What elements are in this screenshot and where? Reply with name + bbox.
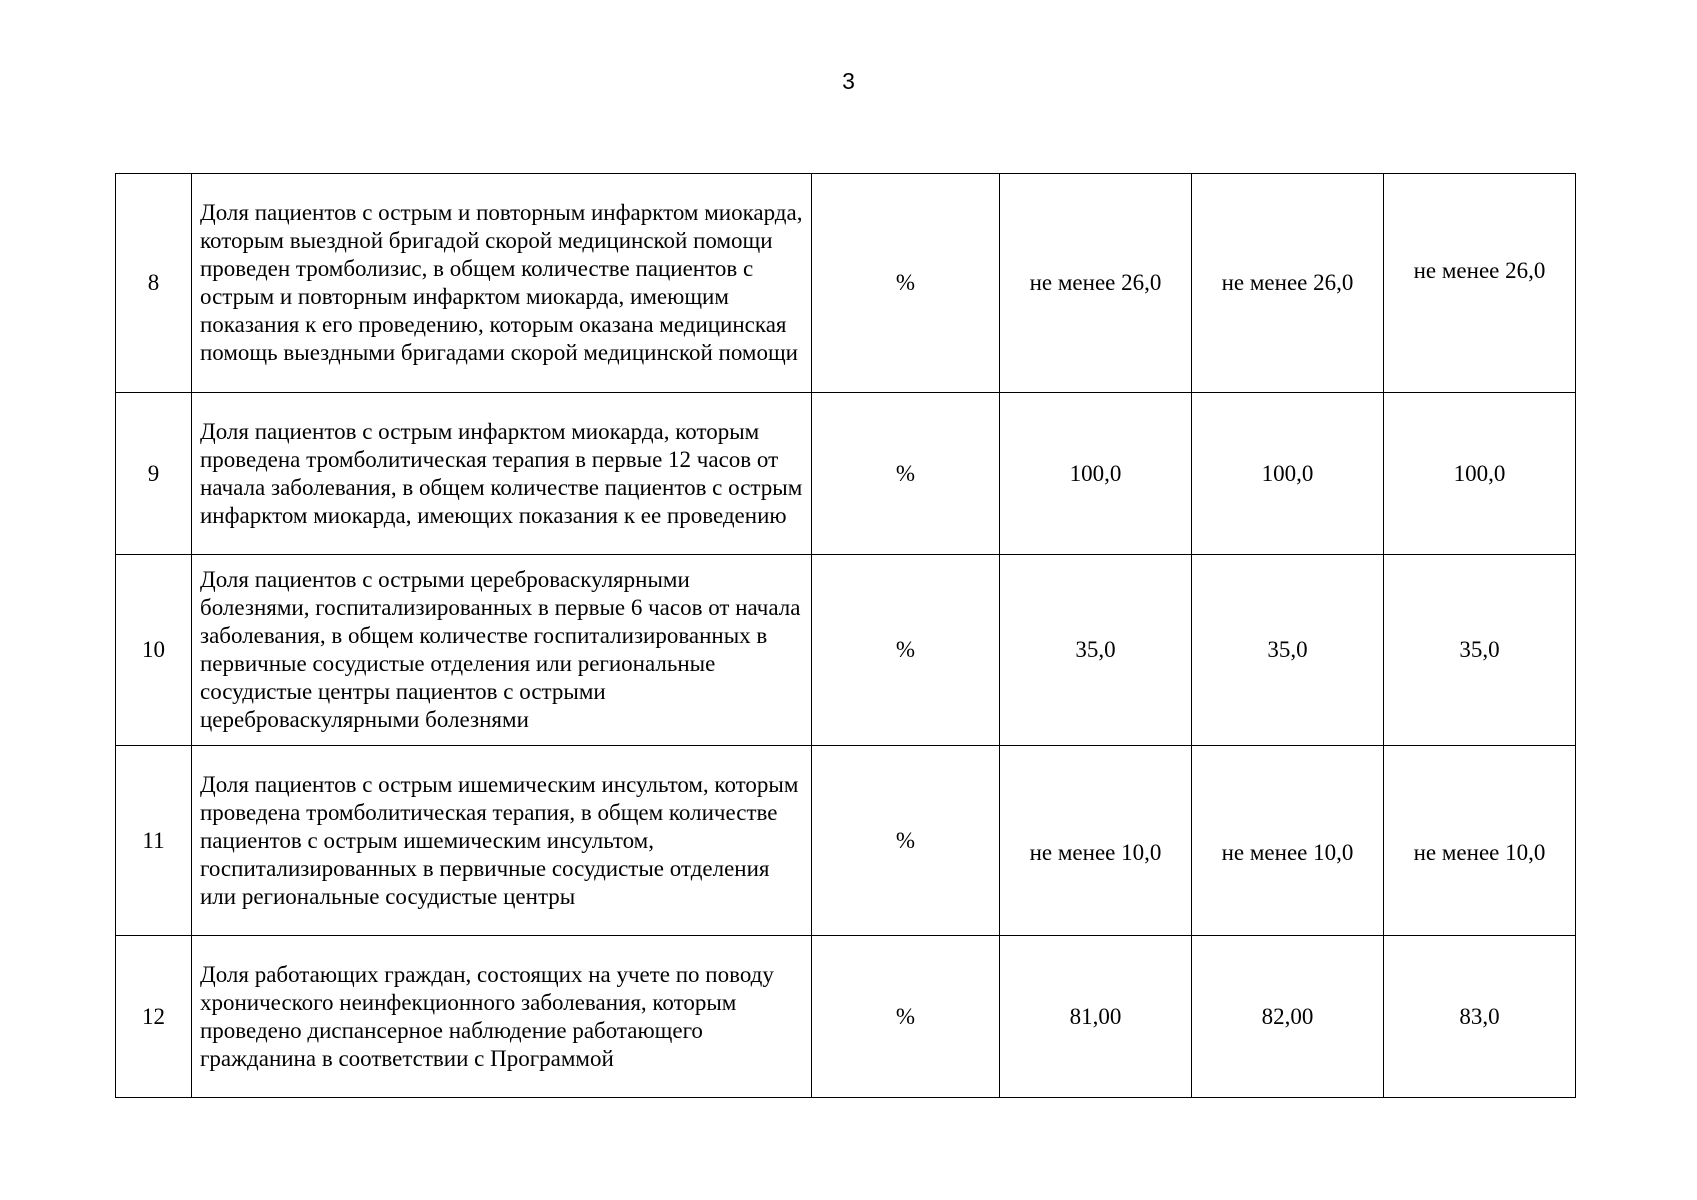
value-year-2: 82,00 bbox=[1192, 936, 1384, 1098]
value-year-3: 35,0 bbox=[1384, 555, 1576, 746]
indicators-table bbox=[115, 173, 1576, 1098]
value-year-2: не менее 26,0 bbox=[1192, 174, 1384, 393]
value-year-2: 35,0 bbox=[1192, 555, 1384, 746]
value-year-3: 83,0 bbox=[1384, 936, 1576, 1098]
table-row bbox=[116, 393, 1576, 555]
value-year-2-text: не менее 10,0 bbox=[1221, 839, 1354, 865]
row-number: 12 bbox=[116, 936, 192, 1098]
row-number: 11 bbox=[116, 746, 192, 936]
unit-cell: % bbox=[812, 936, 1000, 1098]
value-year-3 bbox=[1384, 746, 1576, 936]
value-year-2 bbox=[1192, 746, 1384, 936]
indicator-description: Доля пациентов с острым и повторным инфарктом миокарда, которым выездной бригадой скорой медицинской помощи проведен тромболизис, в общем количестве пациентов с острым и повторным инфарктом миокарда, имеющим показания к его проведению, которым оказана медицинская помощь выездными бригадами скорой медицинской помощи bbox=[192, 174, 812, 393]
unit-cell: % bbox=[812, 746, 1000, 936]
value-year-3: 100,0 bbox=[1384, 393, 1576, 555]
value-year-1-text: не менее 10,0 bbox=[1029, 839, 1162, 865]
unit-cell: % bbox=[812, 393, 1000, 555]
table-row bbox=[116, 936, 1576, 1098]
value-year-1 bbox=[1000, 746, 1192, 936]
value-year-3-text: не менее 26,0 bbox=[1413, 258, 1546, 283]
value-year-1: 100,0 bbox=[1000, 393, 1192, 555]
row-number: 8 bbox=[116, 174, 192, 393]
table-row bbox=[116, 746, 1576, 936]
value-year-1: 35,0 bbox=[1000, 555, 1192, 746]
unit-cell: % bbox=[812, 555, 1000, 746]
indicator-description: Доля пациентов с острыми цереброваскулярными болезнями, госпитализированных в первые 6 часов от начала заболевания, в общем количестве госпитализированных в первичные сосудистые отделения или региональные сосудистые центры пациентов с острыми цереброваскулярными болезнями bbox=[192, 555, 812, 746]
unit-cell: % bbox=[812, 174, 1000, 393]
value-year-2: 100,0 bbox=[1192, 393, 1384, 555]
value-year-3 bbox=[1384, 174, 1576, 393]
indicator-description: Доля пациентов с острым инфарктом миокарда, которым проведена тромболитическая терапия в первые 12 часов от начала заболевания, в общем количестве пациентов с острым инфарктом миокарда, имеющих показания к ее проведению bbox=[192, 393, 812, 555]
page-number: 3 bbox=[842, 68, 855, 94]
row-number: 9 bbox=[116, 393, 192, 555]
table-row bbox=[116, 555, 1576, 746]
value-year-1: не менее 26,0 bbox=[1000, 174, 1192, 393]
row-number: 10 bbox=[116, 555, 192, 746]
table-row bbox=[116, 174, 1576, 393]
value-year-3-text: не менее 10,0 bbox=[1413, 839, 1546, 865]
indicator-description: Доля работающих граждан, состоящих на учете по поводу хронического неинфекционного заболевания, которым проведено диспансерное наблюдение работающего гражданина в соответствии с Программой bbox=[192, 936, 812, 1098]
indicator-description: Доля пациентов с острым ишемическим инсультом, которым проведена тромболитическая терапия, в общем количестве пациентов с острым ишемическим инсультом, госпитализированных в первичные сосудистые отделения или региональные сосудистые центры bbox=[192, 746, 812, 936]
value-year-1: 81,00 bbox=[1000, 936, 1192, 1098]
